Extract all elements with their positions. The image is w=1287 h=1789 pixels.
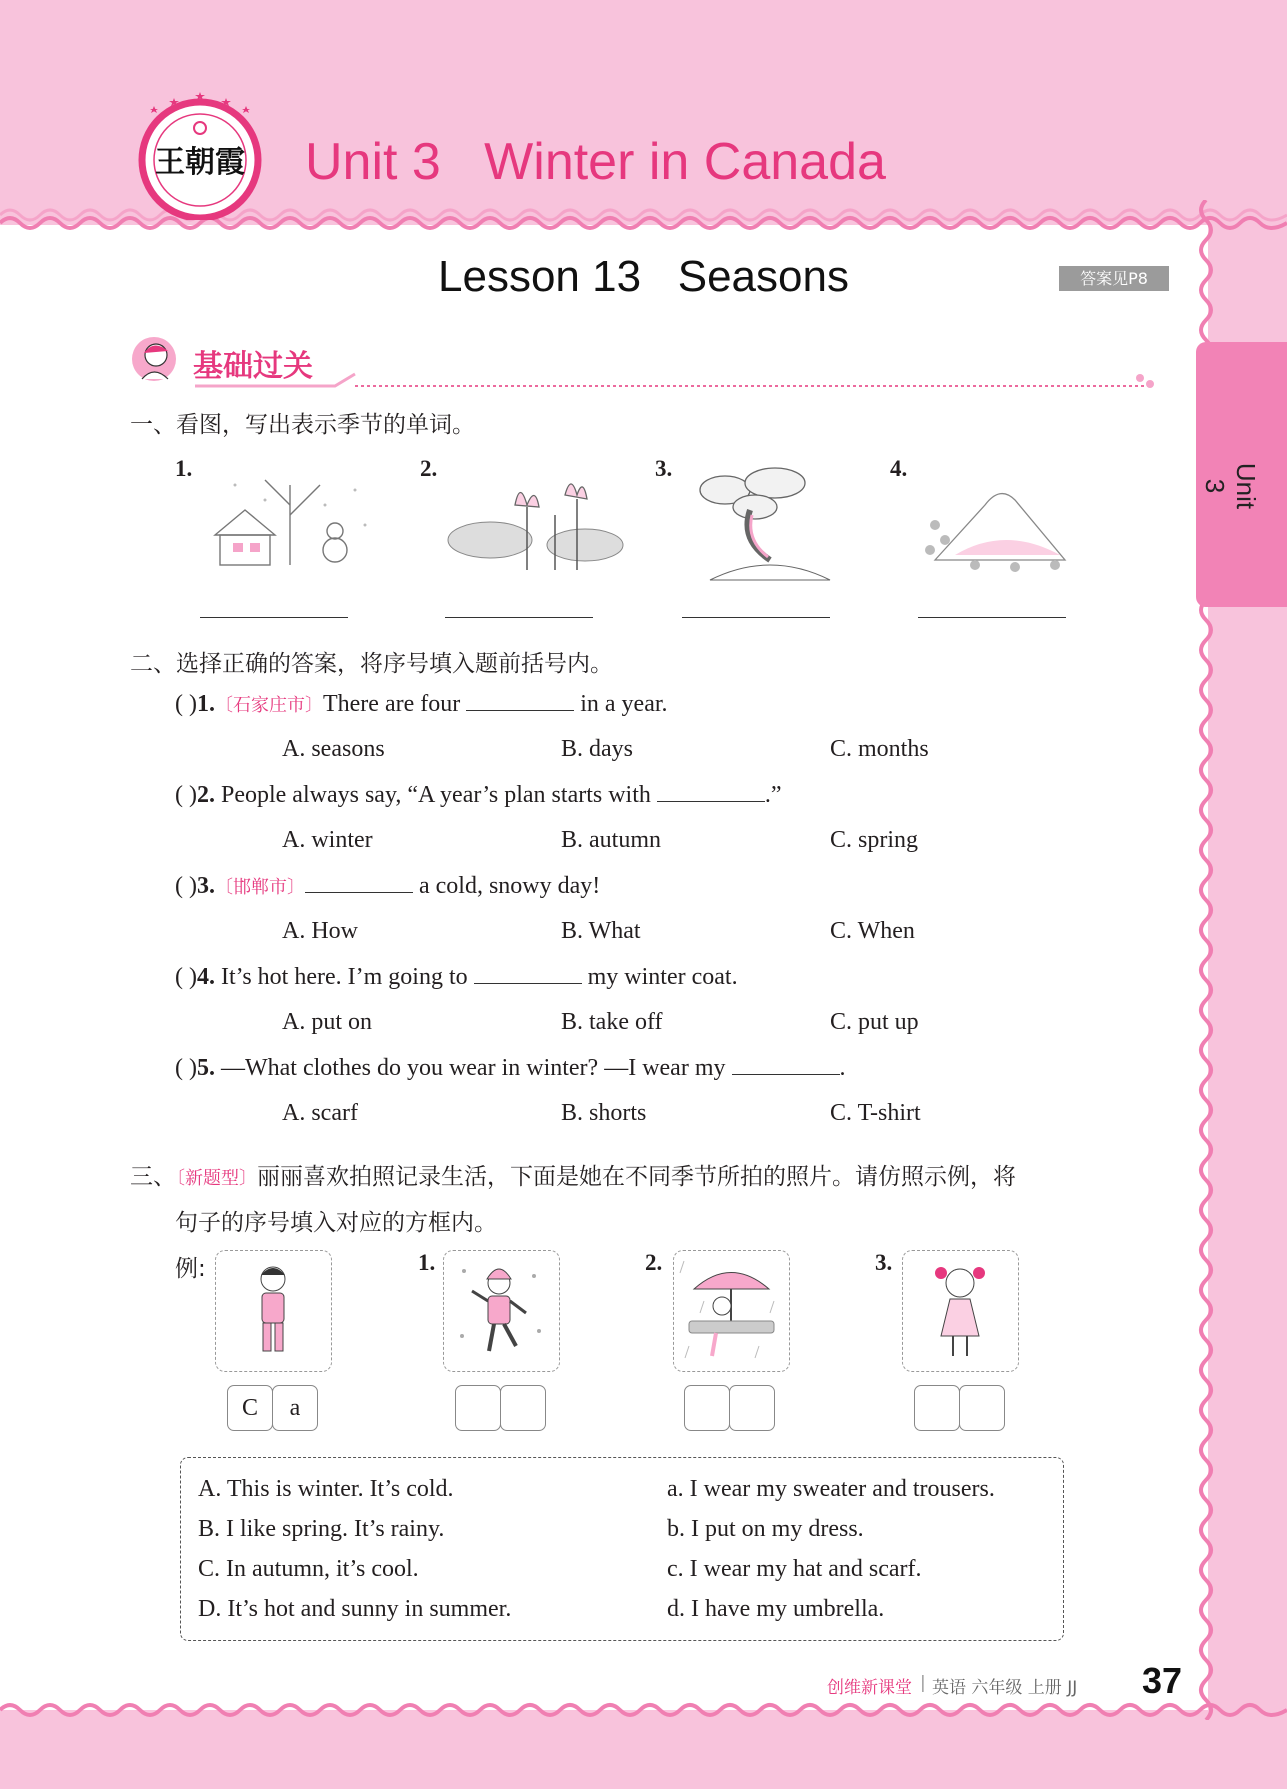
photo-3-summer bbox=[902, 1250, 1019, 1372]
sentence-option-c: c. I wear my hat and scarf. bbox=[667, 1556, 922, 1582]
girl-winter-icon bbox=[444, 1251, 559, 1371]
q2-item-3-option-c[interactable]: C. When bbox=[830, 918, 915, 944]
question-text-pre: There are four bbox=[322, 691, 461, 717]
q2-item-2 bbox=[175, 781, 782, 809]
q1-num-4: 4. bbox=[890, 456, 908, 481]
footer-book-info: 英语 六年级 上册 JJ bbox=[932, 1678, 1078, 1698]
question-number: 4. bbox=[196, 964, 215, 990]
source-tag: 〔石家庄市〕 bbox=[214, 695, 323, 716]
sentence-option-a: a. I wear my sweater and trousers. bbox=[667, 1476, 995, 1502]
photo-1-answer-box-1[interactable] bbox=[455, 1385, 501, 1431]
question-number: 2. bbox=[196, 782, 215, 808]
q2-item-4-option-c[interactable]: C. put up bbox=[830, 1009, 919, 1035]
answer-blank[interactable] bbox=[305, 872, 413, 893]
question-text-post: . bbox=[839, 1055, 846, 1081]
q2-item-1 bbox=[175, 690, 668, 718]
q1-num-2: 2. bbox=[420, 456, 438, 481]
sentence-option-b: b. I put on my dress. bbox=[667, 1516, 864, 1542]
example-answer-box-2: a bbox=[272, 1385, 318, 1431]
q2-item-4 bbox=[175, 963, 738, 991]
question-text-post: a cold, snowy day! bbox=[418, 873, 601, 899]
q1-answer-line-2[interactable] bbox=[445, 617, 593, 618]
section-title: 基础过关 bbox=[193, 349, 313, 384]
side-unit-tab-label: Unit 3 bbox=[1200, 462, 1261, 510]
sentence-option-B: B. I like spring. It’s rainy. bbox=[198, 1516, 445, 1542]
question-number: 1. bbox=[196, 691, 215, 717]
q2-item-3-option-a[interactable]: A. How bbox=[282, 918, 358, 944]
question-text-post: my winter coat. bbox=[587, 964, 738, 990]
brand-logo bbox=[135, 90, 265, 220]
photo-2-spring bbox=[673, 1250, 790, 1372]
question-text-post: in a year. bbox=[580, 691, 668, 717]
q3-example-label: 例: bbox=[175, 1256, 206, 1282]
summer-lotus-picture bbox=[445, 465, 625, 585]
q3-photo-num-1: 1. bbox=[418, 1250, 436, 1275]
q1-heading: 一、看图，写出表示季节的单词。 bbox=[130, 412, 475, 438]
question-text-pre: People always say, “A year’s plan starts with bbox=[220, 782, 651, 808]
bottom-wave-border bbox=[0, 1690, 1287, 1730]
question-text-post: .” bbox=[764, 782, 782, 808]
sentence-option-A: A. This is winter. It’s cold. bbox=[198, 1476, 454, 1502]
photo-2-answer-box-1[interactable] bbox=[684, 1385, 730, 1431]
logo-text: 王朝霞 bbox=[155, 145, 245, 180]
answer-paren[interactable]: ( ) bbox=[175, 782, 197, 808]
q1-answer-line-3[interactable] bbox=[682, 617, 830, 618]
photo-1-answer-box-2[interactable] bbox=[500, 1385, 546, 1431]
q2-item-5-option-c[interactable]: C. T-shirt bbox=[830, 1100, 921, 1126]
q2-item-5-option-b[interactable]: B. shorts bbox=[561, 1100, 647, 1126]
teacher-avatar-icon bbox=[130, 335, 178, 383]
answer-blank[interactable] bbox=[466, 690, 574, 711]
q3-photo-num-2: 2. bbox=[645, 1250, 663, 1275]
sentence-option-C: C. In autumn, it’s cool. bbox=[198, 1556, 419, 1582]
example-answer-box-1: C bbox=[227, 1385, 273, 1431]
sentence-option-d: d. I have my umbrella. bbox=[667, 1596, 885, 1622]
q2-item-2-option-b[interactable]: B. autumn bbox=[561, 827, 661, 853]
autumn-tree-picture bbox=[680, 465, 860, 585]
question-text-pre: —What clothes do you wear in winter? —I wear my bbox=[220, 1055, 726, 1081]
answer-paren[interactable]: ( ) bbox=[175, 964, 197, 990]
photo-1-winter bbox=[443, 1250, 560, 1372]
q2-item-3 bbox=[175, 872, 600, 900]
question-number: 3. bbox=[196, 873, 215, 899]
sentence-option-D: D. It’s hot and sunny in summer. bbox=[198, 1596, 512, 1622]
question-text-pre: It’s hot here. I’m going to bbox=[220, 964, 468, 990]
girl-dress-icon bbox=[903, 1251, 1018, 1371]
q3-heading-text: 丽丽喜欢拍照记录生活，下面是她在不同季节所拍的照片。请仿照示例，将 bbox=[257, 1164, 1016, 1190]
answer-reference-badge: 答案见P8 bbox=[1059, 266, 1169, 291]
answer-blank[interactable] bbox=[474, 963, 582, 984]
example-photo-autumn bbox=[215, 1250, 332, 1372]
photo-3-answer-box-2[interactable] bbox=[959, 1385, 1005, 1431]
spring-mountain-picture bbox=[915, 465, 1095, 585]
answer-paren[interactable]: ( ) bbox=[175, 691, 197, 717]
q1-num-3: 3. bbox=[655, 456, 673, 481]
answer-blank[interactable] bbox=[732, 1054, 840, 1075]
photo-3-answer-box-1[interactable] bbox=[914, 1385, 960, 1431]
girl-autumn-icon bbox=[216, 1251, 331, 1371]
question-number: 5. bbox=[196, 1055, 215, 1081]
source-tag: 〔邯郸市〕 bbox=[214, 877, 305, 898]
q2-item-5 bbox=[175, 1054, 846, 1082]
q3-heading-prefix: 三、 bbox=[130, 1164, 176, 1190]
answer-paren[interactable]: ( ) bbox=[175, 1055, 197, 1081]
q2-item-4-option-b[interactable]: B. take off bbox=[561, 1009, 663, 1035]
footer-brand: 创维新课堂 bbox=[827, 1678, 912, 1698]
page-number: 37 bbox=[1142, 1660, 1183, 1701]
q1-answer-line-4[interactable] bbox=[918, 617, 1066, 618]
answer-paren[interactable]: ( ) bbox=[175, 873, 197, 899]
answer-blank[interactable] bbox=[657, 781, 765, 802]
q3-heading bbox=[130, 1158, 1016, 1191]
q2-item-3-option-b[interactable]: B. What bbox=[561, 918, 641, 944]
q2-item-1-option-b[interactable]: B. days bbox=[561, 736, 633, 762]
q1-num-1: 1. bbox=[175, 456, 193, 481]
section-divider bbox=[195, 370, 1155, 390]
q2-item-1-option-c[interactable]: C. months bbox=[830, 736, 929, 762]
lesson-title: Lesson 13 Seasons bbox=[438, 252, 849, 301]
q3-new-type-tag: 〔新题型〕 bbox=[176, 1168, 257, 1189]
q2-item-1-option-a[interactable]: A. seasons bbox=[282, 736, 385, 762]
q1-answer-line-1[interactable] bbox=[200, 617, 348, 618]
girl-umbrella-icon bbox=[674, 1251, 789, 1371]
q2-item-5-option-a[interactable]: A. scarf bbox=[282, 1100, 358, 1126]
q2-item-4-option-a[interactable]: A. put on bbox=[282, 1009, 372, 1035]
winter-picture bbox=[205, 465, 385, 585]
photo-2-answer-box-2[interactable] bbox=[729, 1385, 775, 1431]
q2-item-2-option-a[interactable]: A. winter bbox=[282, 827, 373, 853]
q2-item-2-option-c[interactable]: C. spring bbox=[830, 827, 919, 853]
q3-heading-line2: 句子的序号填入对应的方框内。 bbox=[175, 1210, 497, 1236]
q3-photo-num-3: 3. bbox=[875, 1250, 893, 1275]
q2-heading: 二、选择正确的答案，将序号填入题前括号内。 bbox=[130, 651, 613, 677]
unit-title: Unit 3 Winter in Canada bbox=[305, 133, 886, 191]
